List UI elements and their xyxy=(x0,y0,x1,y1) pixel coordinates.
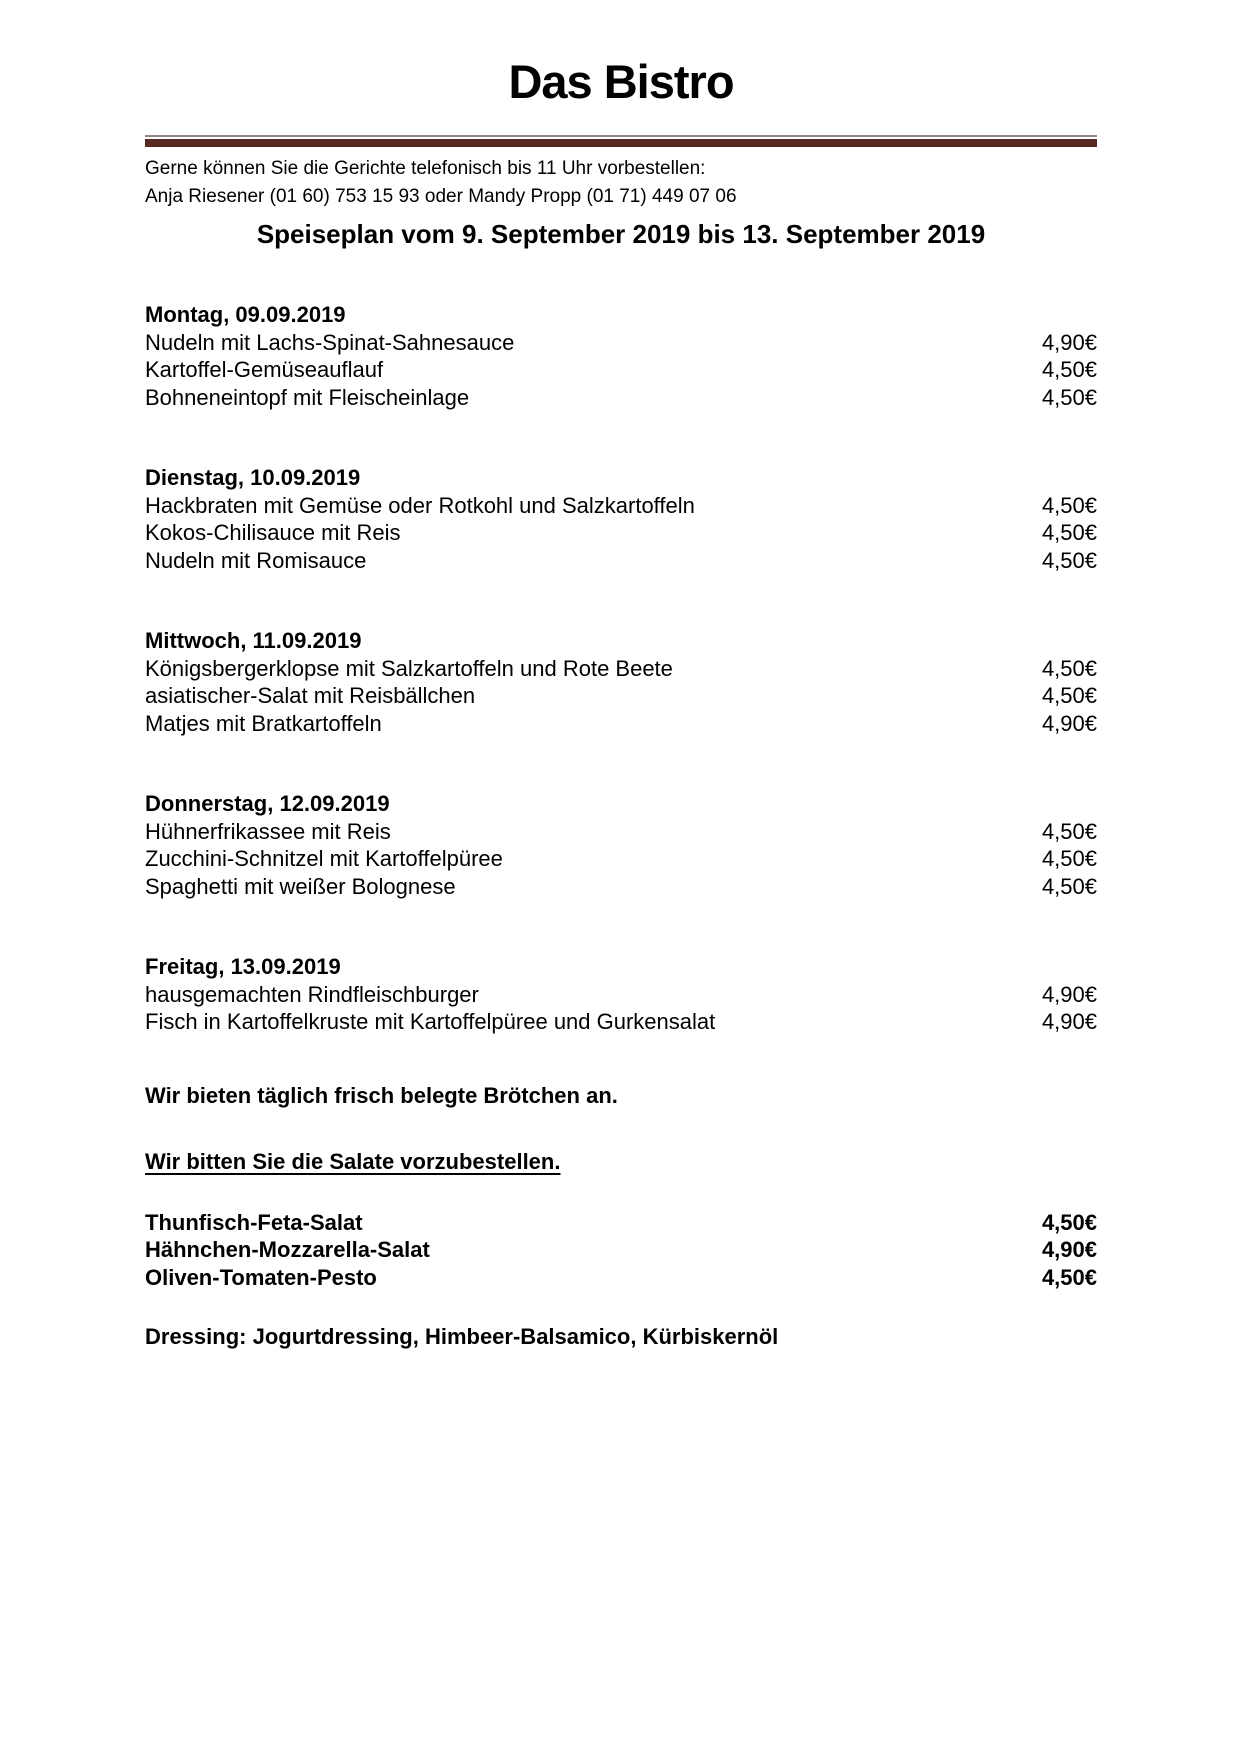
dish-name: Kokos-Chilisauce mit Reis xyxy=(145,520,401,545)
dish-name: hausgemachten Rindfleischburger xyxy=(145,981,479,1007)
day-heading: Freitag, 13.09.2019 xyxy=(145,954,341,979)
menu-item-row xyxy=(145,845,1097,873)
preorder-note: Gerne können Sie die Gerichte telefonisch bis 11 Uhr vorbestellen: xyxy=(145,158,706,179)
dish-price: 4,50€ xyxy=(1041,520,1097,545)
menu-item-row xyxy=(145,981,1097,1009)
menu-item-row xyxy=(145,492,1097,520)
dish-name: Bohneneintopf mit Fleischeinlage xyxy=(145,384,470,410)
dish-name: Fisch in Kartoffelkruste mit Kartoffelpüree und Gurkensalat xyxy=(145,1009,716,1034)
salad-name: Hähnchen-Mozzarella-Salat xyxy=(145,1237,430,1262)
menu-item-row xyxy=(145,547,1097,575)
dish-price: 4,50€ xyxy=(1041,846,1097,871)
dish-price: 4,50€ xyxy=(1041,547,1097,573)
dish-name: Matjes mit Bratkartoffeln xyxy=(145,710,382,736)
day-heading: Mittwoch, 11.09.2019 xyxy=(145,628,362,653)
menu-item-row xyxy=(145,710,1097,738)
broetchen-note: Wir bieten täglich frisch belegte Brötchen an. xyxy=(145,1082,618,1108)
dish-price: 4,90€ xyxy=(1041,710,1097,736)
salad-preorder-note: Wir bitten Sie die Salate vorzubestellen. xyxy=(145,1149,561,1174)
menu-item-row xyxy=(145,519,1097,547)
salad-row xyxy=(145,1209,1097,1237)
dish-price: 4,50€ xyxy=(1041,384,1097,410)
dish-name: Königsbergerklopse mit Salzkartoffeln und Rote Beete xyxy=(145,655,673,681)
salad-name: Thunfisch-Feta-Salat xyxy=(145,1209,363,1235)
day-section-montag xyxy=(145,301,1097,411)
day-heading: Montag, 09.09.2019 xyxy=(145,302,346,327)
salad-price: 4,90€ xyxy=(1041,1237,1097,1262)
dressing-note: Dressing: Jogurtdressing, Himbeer-Balsamico, Kürbiskernöl xyxy=(145,1324,779,1349)
dish-name: Nudeln mit Lachs-Spinat-Sahnesauce xyxy=(145,329,515,355)
dish-price: 4,50€ xyxy=(1041,818,1097,844)
day-section-mittwoch xyxy=(145,627,1097,737)
salad-name: Oliven-Tomaten-Pesto xyxy=(145,1264,377,1290)
dish-name: Kartoffel-Gemüseauflauf xyxy=(145,357,384,382)
menu-item-row xyxy=(145,356,1097,384)
salad-price: 4,50€ xyxy=(1041,1209,1097,1235)
day-heading: Donnerstag, 12.09.2019 xyxy=(145,791,390,816)
day-heading: Dienstag, 10.09.2019 xyxy=(145,465,361,490)
menu-item-row xyxy=(145,655,1097,683)
contact-phone-note: Anja Riesener (01 60) 753 15 93 oder Mandy Propp (01 71) 449 07 06 xyxy=(145,186,737,207)
dish-price: 4,90€ xyxy=(1041,1009,1097,1034)
dish-name: Spaghetti mit weißer Bolognese xyxy=(145,873,456,899)
menu-content xyxy=(145,0,1097,1351)
day-section-donnerstag xyxy=(145,790,1097,900)
salads-section xyxy=(145,1209,1097,1292)
dish-price: 4,50€ xyxy=(1041,357,1097,382)
dish-price: 4,50€ xyxy=(1041,683,1097,708)
salad-row xyxy=(145,1236,1097,1264)
menu-item-row xyxy=(145,682,1097,710)
menu-item-row xyxy=(145,873,1097,901)
dish-price: 4,90€ xyxy=(1041,981,1097,1007)
dish-price: 4,50€ xyxy=(1041,492,1097,518)
day-section-dienstag xyxy=(145,464,1097,574)
dish-name: Hühnerfrikassee mit Reis xyxy=(145,818,391,844)
page-title: Das Bistro xyxy=(508,55,734,108)
salad-price: 4,50€ xyxy=(1041,1264,1097,1290)
header-divider xyxy=(145,135,1097,147)
dish-price: 4,50€ xyxy=(1041,655,1097,681)
menu-subtitle: Speiseplan vom 9. September 2019 bis 13. September 2019 xyxy=(256,219,986,249)
menu-item-row xyxy=(145,329,1097,357)
day-section-freitag xyxy=(145,953,1097,1036)
dish-name: Nudeln mit Romisauce xyxy=(145,547,367,573)
dish-name: asiatischer-Salat mit Reisbällchen xyxy=(145,683,476,708)
divider-thick-line xyxy=(145,139,1097,147)
dish-name: Hackbraten mit Gemüse oder Rotkohl und Salzkartoffeln xyxy=(145,492,695,518)
salad-row xyxy=(145,1264,1097,1292)
menu-item-row xyxy=(145,1008,1097,1036)
menu-item-row xyxy=(145,818,1097,846)
dish-price: 4,50€ xyxy=(1041,873,1097,899)
dish-name: Zucchini-Schnitzel mit Kartoffelpüree xyxy=(145,846,503,871)
menu-item-row xyxy=(145,384,1097,412)
dish-price: 4,90€ xyxy=(1041,329,1097,355)
